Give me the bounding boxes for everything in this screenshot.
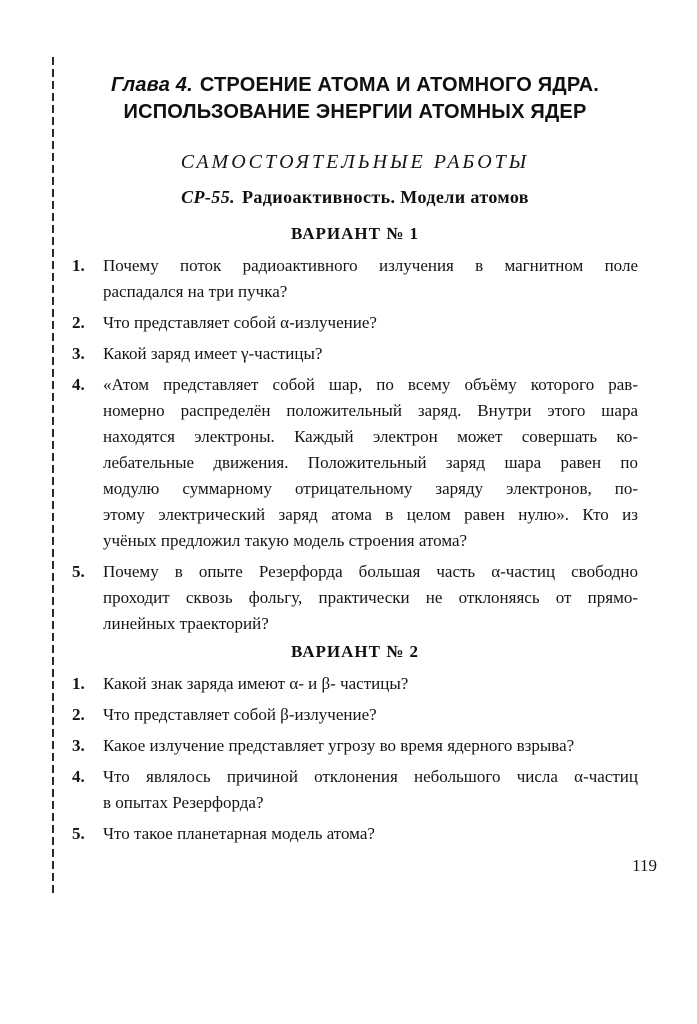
question-line: Какой знак заряда имеют α- и β- частицы? [103,674,409,693]
question-number: 1. [72,256,85,275]
question-item [72,733,638,759]
worksheet-heading [72,186,638,208]
question-line: Что такое планетарная модель атома? [103,824,375,843]
question-line: линейных траекторий? [103,614,269,633]
question-line: «Атом представляет собой шар, по всему объёму которого рав- [103,375,638,394]
question-number: 1. [72,674,85,693]
page-number: 119 [632,856,657,875]
question-item [72,671,638,697]
question-line: Почему в опыте Резерфорда большая часть α-частиц свободно [103,562,638,581]
question-number: 2. [72,313,85,332]
question-line: Какое излучение представляет угрозу во время ядерного взрыва? [103,736,575,755]
worksheet-title: Радиоактивность. Модели атомов [242,187,529,207]
chapter-title [72,72,638,126]
variant-section-2 [72,642,638,847]
question-line: Почему поток радиоактивного излучения в магнитном поле [103,256,638,275]
question-item [72,310,638,336]
question-number: 3. [72,344,85,363]
left-margin-dashed-line [52,57,54,895]
section-heading: САМОСТОЯТЕЛЬНЫЕ РАБОТЫ [180,151,530,173]
question-item [72,764,638,816]
variant-section-1 [72,224,638,637]
question-line: номерно распределён положительный заряд. Внутри этого шара [103,401,638,420]
question-number: 5. [72,562,85,581]
chapter-title-line1-text: СТРОЕНИЕ АТОМА И АТОМНОГО ЯДРА. [199,74,599,96]
question-line: Что представляет собой β-излучение? [103,705,377,724]
page-content [72,0,638,852]
question-number: 4. [72,767,85,786]
question-number: 5. [72,824,85,843]
chapter-title-line2: ИСПОЛЬЗОВАНИЕ ЭНЕРГИИ АТОМНЫХ ЯДЕР [123,101,587,123]
question-line: в опытах Резерфорда? [103,793,264,812]
question-item [72,372,638,554]
variant-1-heading: ВАРИАНТ № 1 [290,224,420,243]
question-line: учёных предложил такую модель строения атома? [103,531,468,550]
worksheet-code: СР-55. [181,187,235,207]
question-number: 2. [72,705,85,724]
question-line: проходит сквозь фольгу, практически не отклоняясь от прямо- [103,588,638,607]
question-line: Какой заряд имеет γ-частицы? [103,344,323,363]
chapter-title-line1 [111,74,599,96]
question-item [72,702,638,728]
question-item [72,341,638,367]
question-list-1 [72,253,638,637]
question-line: этому электрический заряд атома в целом равен нулю». Кто из [103,505,638,524]
question-number: 3. [72,736,85,755]
question-list-2 [72,671,638,847]
question-line: распадался на три пучка? [103,282,288,301]
question-number: 4. [72,375,85,394]
chapter-label: Глава 4. [111,74,193,96]
question-item [72,253,638,305]
question-line: Что являлось причиной отклонения небольшого числа α-частиц [103,767,638,786]
variant-2-heading: ВАРИАНТ № 2 [290,642,420,661]
question-item [72,821,638,847]
question-item [72,559,638,637]
question-line: лебательные движения. Положительный заряд шара равен по [103,453,638,472]
question-line: Что представляет собой α-излучение? [103,313,377,332]
question-line: находятся электроны. Каждый электрон может совершать ко- [103,427,638,446]
question-line: модулю суммарному отрицательному заряду электронов, по- [103,479,638,498]
